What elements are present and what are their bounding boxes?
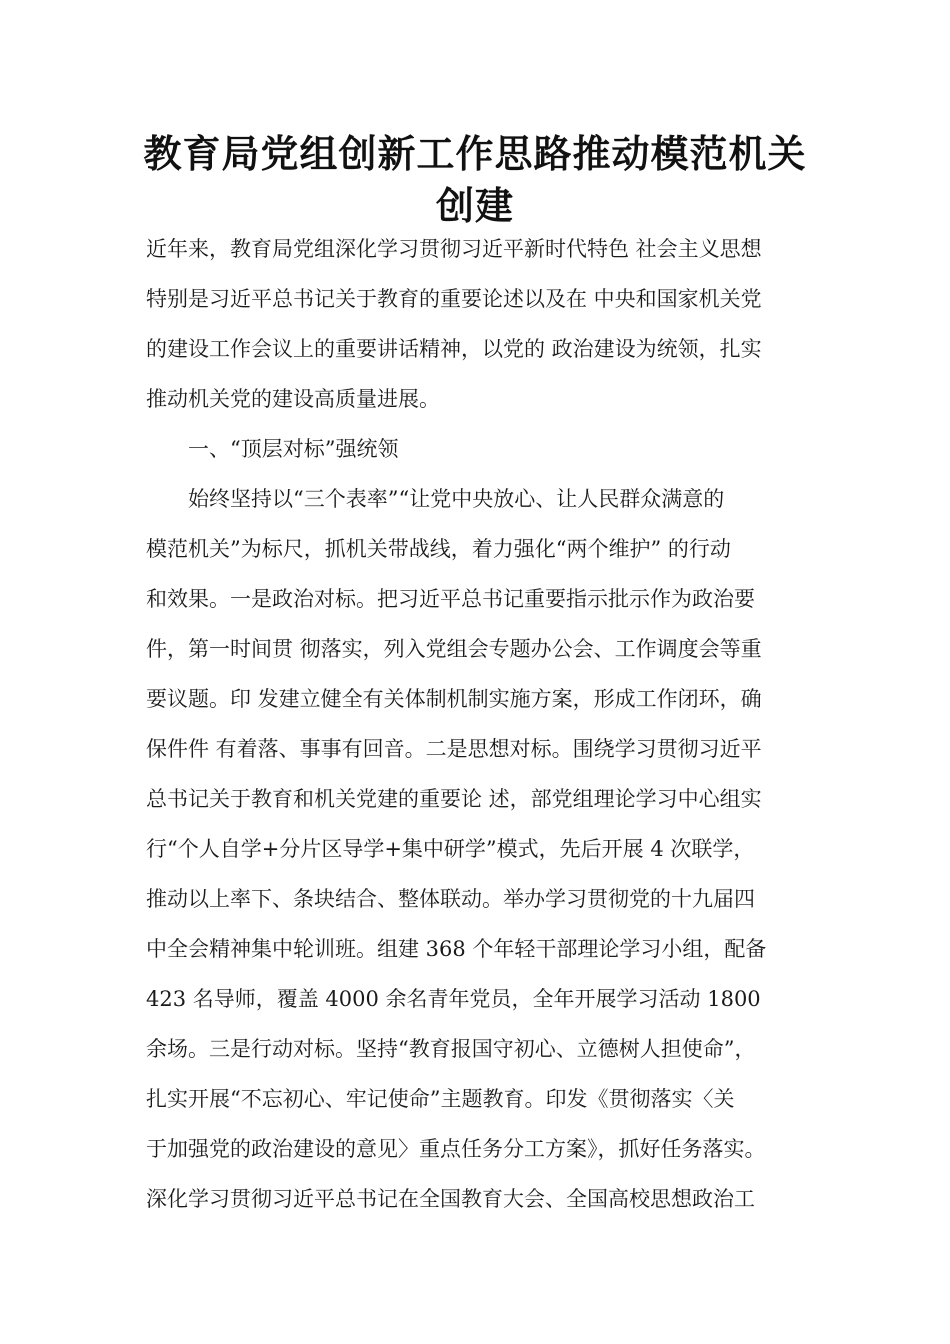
body-line: 和效果。一是政治对标。把习近平总书记重要指示批示作为政治要	[146, 587, 755, 611]
body-line: 要议题。印 发建立健全有关体制机制实施方案，形成工作闭环，确	[146, 687, 762, 711]
section-heading: 一、“顶层对标”强统领	[188, 437, 399, 461]
body-line: 始终坚持以“三个表率”“让党中央放心、让人民群众满意的	[188, 487, 725, 511]
body-line: 近年来，教育局党组深化学习贯彻习近平新时代特色 社会主义思想	[146, 237, 762, 261]
document-title-line-1: 教育局党组创新工作思路推动模范机关	[143, 132, 807, 176]
body-line: 于加强党的政治建设的意见〉重点任务分工方案》，抓好任务落实。	[146, 1137, 766, 1161]
body-line: 的建设工作会议上的重要讲话精神，以党的 政治建设为统领，扎实	[146, 337, 762, 361]
document-title-line-2: 创建	[435, 184, 514, 228]
body-line: 推动以上率下、条块结合、整体联动。举办学习贯彻党的十九届四	[146, 887, 755, 911]
body-line: 423 名导师，覆盖 4000 余名青年党员，全年开展学习活动 1800	[146, 987, 761, 1011]
body-line: 中全会精神集中轮训班。组建 368 个年轻干部理论学习小组，配备	[146, 937, 767, 961]
body-line: 余场。三是行动对标。坚持“教育报国守初心、立德树人担使命”，	[146, 1037, 756, 1061]
body-line: 保件件 有着落、事事有回音。二是思想对标。围绕学习贯彻习近平	[146, 737, 762, 761]
body-line: 行“个人自学+分片区导学+集中研学”模式，先后开展 4 次联学，	[146, 837, 755, 861]
body-line: 特别是习近平总书记关于教育的重要论述以及在 中央和国家机关党	[146, 287, 762, 311]
body-line: 深化学习贯彻习近平总书记在全国教育大会、全国高校思想政治工	[146, 1187, 755, 1211]
body-line: 件，第一时间贯 彻落实，列入党组会专题办公会、工作调度会等重	[146, 637, 762, 661]
body-line: 总书记关于教育和机关党建的重要论 述，部党组理论学习中心组实	[146, 787, 762, 811]
body-line: 扎实开展“不忘初心、牢记使命”主题教育。印发《贯彻落实〈关	[146, 1087, 735, 1111]
body-line: 推动机关党的建设高质量进展。	[146, 387, 440, 411]
body-line: 模范机关”为标尺，抓机关带战线，着力强化“两个维护” 的行动	[146, 537, 731, 561]
